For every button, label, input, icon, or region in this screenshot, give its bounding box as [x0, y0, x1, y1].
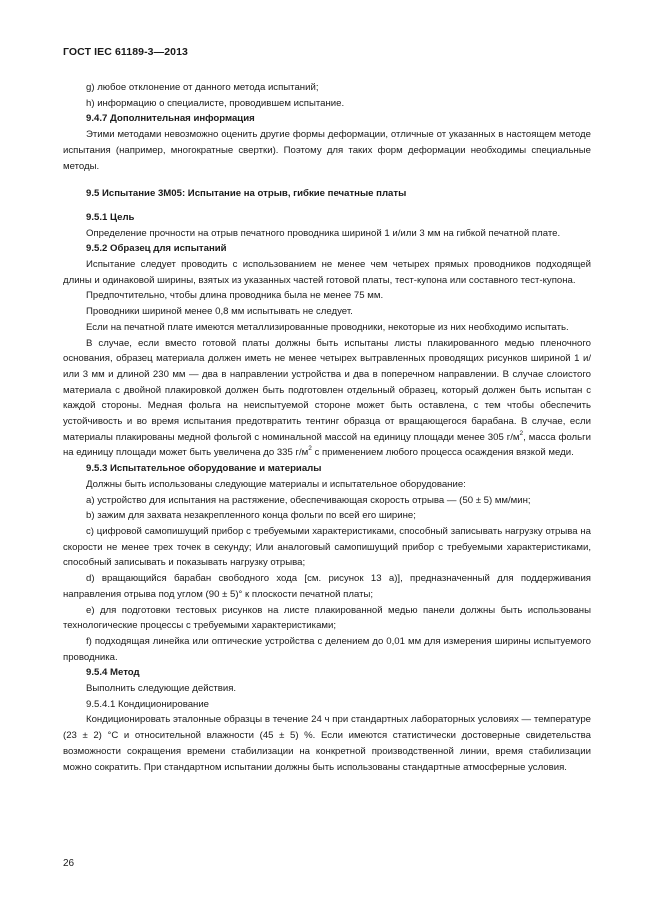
page-number: 26	[63, 858, 75, 869]
paragraph: Кондиционировать эталонные образцы в течение 24 ч при стандартных лабораторных условиях — температуре (23 ± 2) °С и относительной влажности (45 ± 5) %. Если имеются статистически достоверные свидетельства возможности сокращения времени стабилизации на конкретной производственной линии, время стабилизации можно сократить. При стандартном испытании должны быть использованы стандартные атмосферные условия.	[63, 714, 591, 773]
superscript: 2	[308, 445, 312, 453]
section-heading-9-4-7: 9.4.7 Дополнительная информация	[86, 113, 255, 125]
list-item-h: h) информацию о специалисте, проводившем испытание.	[86, 97, 345, 109]
paragraph-copper-foil	[63, 336, 591, 462]
paragraph: Предпочтительно, чтобы длина проводника была не менее 75 мм.	[86, 290, 384, 302]
list-item-c: c) цифровой самопишущий прибор с требуемыми характеристиками, способный записывать нагрузку отрыва на скорости не менее трех точек в секунду; Или аналоговый самопишущий прибор с требуемыми характеристиками, способный записывать и показывать нагрузку отрыва;	[63, 525, 591, 569]
paragraph: Если на печатной плате имеются металлизированные проводники, некоторые из них необходимо испытать.	[86, 321, 569, 333]
subsection-heading-9-5-4-1: 9.5.4.1 Кондиционирование	[86, 698, 210, 710]
paragraph: Испытание следует проводить с использованием не менее чем четырех прямых проводников подходящей длины и одинаковой ширины, взятых из указанных частей готовой платы, тест-купона или составного тест-купона.	[63, 259, 591, 286]
section-heading-9-5-2: 9.5.2 Образец для испытаний	[86, 243, 227, 255]
section-heading-9-5-4: 9.5.4 Метод	[86, 667, 140, 679]
list-item-g: g) любое отклонение от данного метода испытаний;	[86, 82, 319, 93]
paragraph: Этими методами невозможно оценить другие формы деформации, отличные от указанных в настоящем методе испытания (например, многократные свертки). Поэтому для таких форм деформации необходимы специальные методы.	[63, 129, 591, 172]
paragraph: Должны быть использованы следующие материалы и испытательное оборудование:	[86, 478, 466, 490]
superscript: 2	[519, 429, 524, 437]
text-run: , масса фольги на единицу площади может быть увеличена до 335 г/м	[63, 431, 591, 459]
paragraph: Выполнить следующие действия.	[86, 683, 237, 695]
section-heading-9-5-1: 9.5.1 Цель	[86, 211, 135, 223]
page-header: ГОСТ IEC 61189-3—2013	[63, 46, 188, 58]
list-item-a: a) устройство для испытания на растяжение, обеспечивающая скорость отрыва — (50 ± 5) мм/мин;	[86, 494, 531, 506]
section-heading-9-5: 9.5 Испытание 3М05: Испытание на отрыв, гибкие печатные платы	[86, 188, 407, 200]
list-item-f: f) подходящая линейка или оптические устройства с делением до 0,01 мм для измерения ширины испытуемого проводника.	[63, 635, 591, 663]
text-run: с применением любого процесса осаждения вязкой меди.	[311, 447, 574, 459]
document-body	[63, 80, 591, 775]
text-run: В случае, если вместо готовой платы должны быть испытаны листы плакированного медью пленочного основания, образец материала должен иметь не менее четырех вытравленных проводящих рисунков шириной 1 и/или 3 мм и длиной 230 мм — два в направлении устройства и два в поперечном направлении. В случае слоистого материала с двойной плакировкой должен быть подготовлен отдельный образец, который должен быть испытан с каждой стороны. Медная фольга на неиспытуемой стороне может быть оставлена, с тем чтобы обеспечить устойчивость и во время испытания предотвратить тентинг образца от вращающегося барабана. В случае, если материалы плакированы медной фольгой с номинальной массой на единицу площади менее 305 г/м	[63, 337, 591, 443]
list-item-e: e) для подготовки тестовых рисунков на листе плакированной медью панели должны быть использованы технологические процессы с требуемыми характеристиками;	[63, 604, 591, 632]
list-item-d: d) вращающийся барабан свободного хода [см. рисунок 13 а)], предназначенный для поддерживания направления отрыва под углом (90 ± 5)° к плоскости печатной платы;	[63, 573, 591, 600]
paragraph: Определение прочности на отрыв печатного проводника шириной 1 и/или 3 мм на гибкой печатной плате.	[86, 227, 561, 239]
list-item-b: b) зажим для захвата незакрепленного конца фольги по всей его ширине;	[86, 510, 416, 522]
section-heading-9-5-3: 9.5.3 Испытательное оборудование и материалы	[86, 463, 322, 475]
paragraph: Проводники шириной менее 0,8 мм испытывать не следует.	[86, 306, 353, 318]
